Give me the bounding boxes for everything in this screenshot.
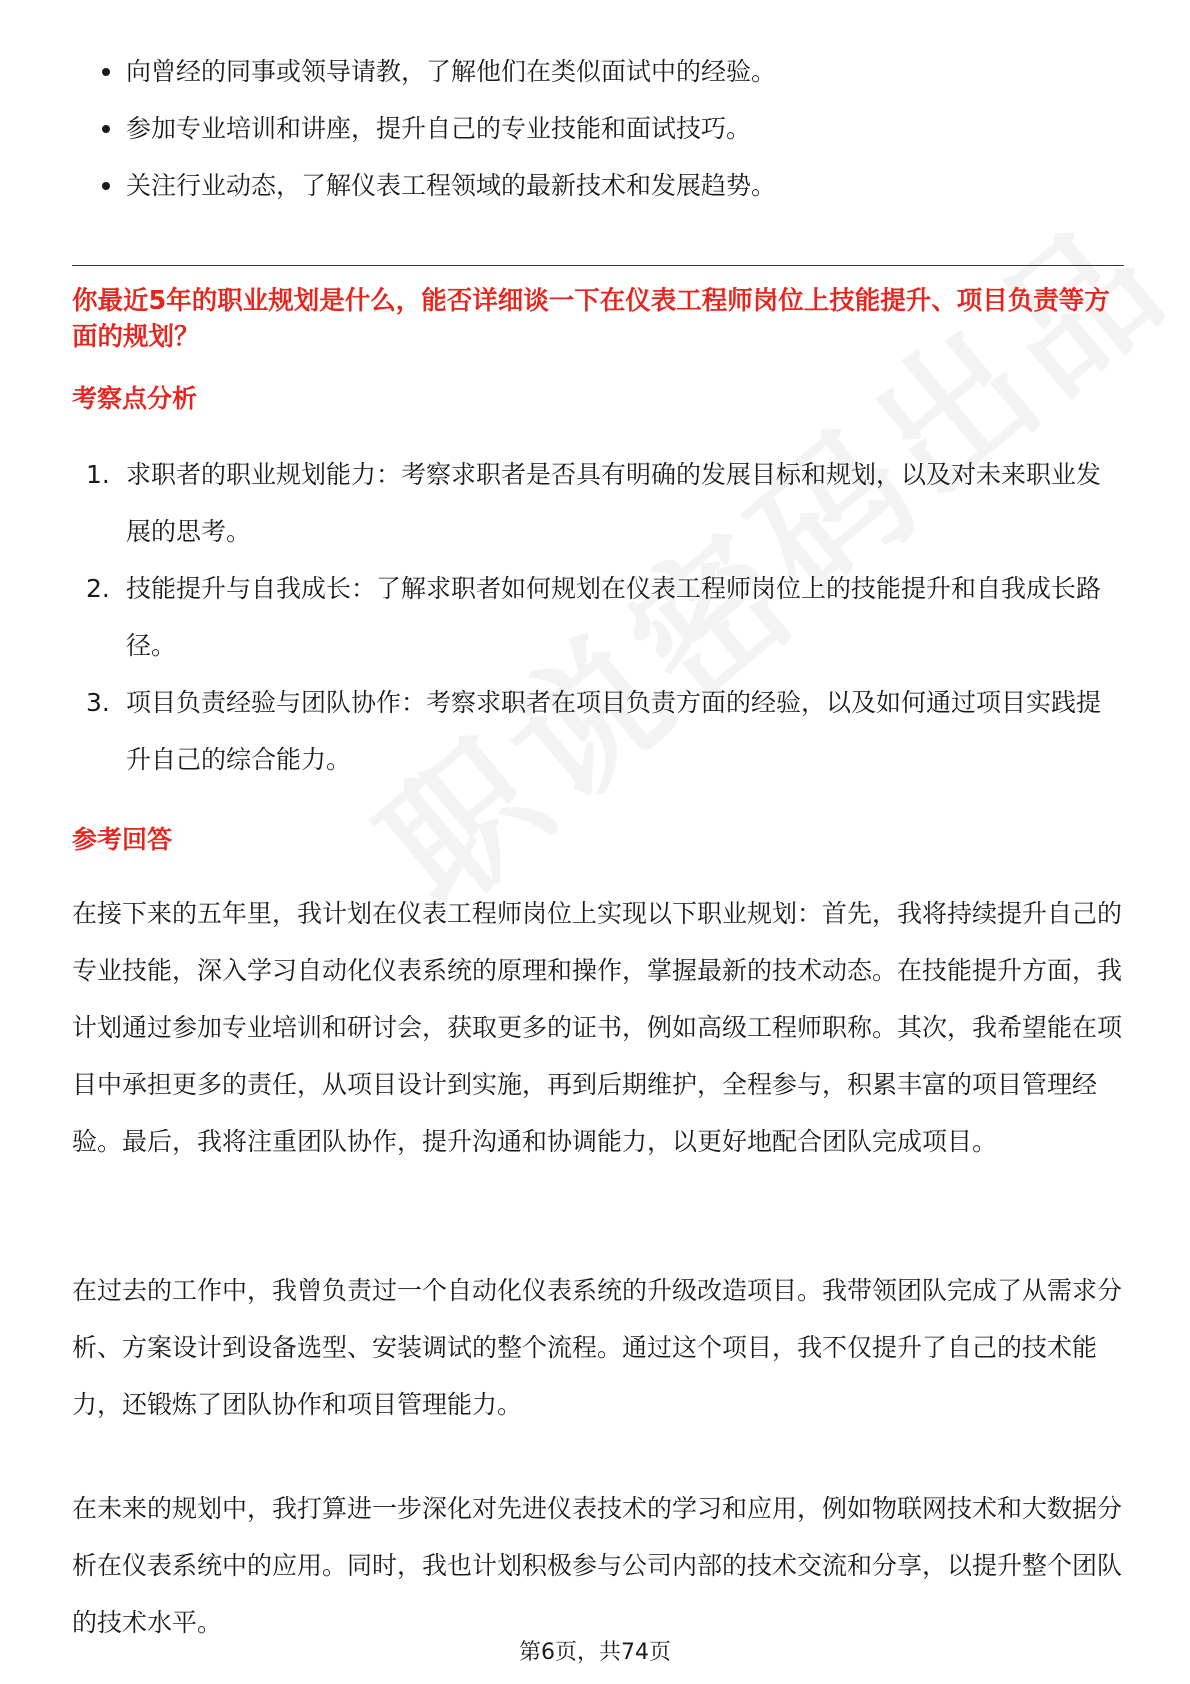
item-number: 3. [86,688,110,717]
list-item [72,157,1122,214]
list-item-text: 关注行业动态，了解仪表工程领域的最新技术和发展趋势。 [126,171,777,200]
answer-paragraph: 在过去的工作中，我曾负责过一个自动化仪表系统的升级改造项目。我带领团队完成了从需求分析、方案设计到设备选型、安装调试的整个流程。通过这个项目，我不仅提升了自己的技术能力，还锻炼了团队协作和项目管理能力。 [72,1276,1123,1419]
list-item-text: 求职者的职业规划能力：考察求职者是否具有明确的发展目标和规划，以及对未来职业发展的思考。 [126,460,1102,546]
answer-paragraph: 在未来的规划中，我打算进一步深化对先进仪表技术的学习和应用，例如物联网技术和大数据分析在仪表系统中的应用。同时，我也计划积极参与公司内部的技术交流和分享，以提升整个团队的技术水平。 [72,1494,1123,1637]
item-number: 1. [86,460,110,489]
section-divider [72,265,1124,266]
bullet-icon [102,182,110,190]
analysis-points [72,446,1124,788]
list-item-text: 向曾经的同事或领导请教，了解他们在类似面试中的经验。 [126,57,777,86]
list-item [72,446,1124,560]
list-item [72,43,1122,100]
bullet-icon [102,68,110,76]
list-item [72,100,1122,157]
list-item-text: 参加专业培训和讲座，提升自己的专业技能和面试技巧。 [126,114,752,143]
bullet-icon [102,125,110,133]
list-item-text: 技能提升与自我成长：了解求职者如何规划在仪表工程师岗位上的技能提升和自我成长路径。 [126,574,1102,660]
analysis-heading: 考察点分析 [72,384,198,413]
answer-paragraph: 在接下来的五年里，我计划在仪表工程师岗位上实现以下职业规划：首先，我将持续提升自己的专业技能，深入学习自动化仪表系统的原理和操作，掌握最新的技术动态。在技能提升方面，我计划通过参加专业培训和研讨会，获取更多的证书，例如高级工程师职称。其次，我希望能在项目中承担更多的责任，从项目设计到实施，再到后期维护，全程参与，积累丰富的项目管理经验。最后，我将注重团队协作，提升沟通和协调能力，以更好地配合团队完成项目。 [72,899,1123,1156]
interview-question: 你最近5年的职业规划是什么，能否详细谈一下在仪表工程师岗位上技能提升、项目负责等方面的规划？ [72,286,1110,352]
answer-heading: 参考回答 [72,825,173,854]
item-number: 2. [86,574,110,603]
list-item [72,560,1124,674]
list-item [72,674,1124,788]
list-item-text: 项目负责经验与团队协作：考察求职者在项目负责方面的经验，以及如何通过项目实践提升自己的综合能力。 [126,688,1102,774]
page-number: 第6页，共74页 [519,1640,671,1665]
tips-list [72,43,1122,214]
